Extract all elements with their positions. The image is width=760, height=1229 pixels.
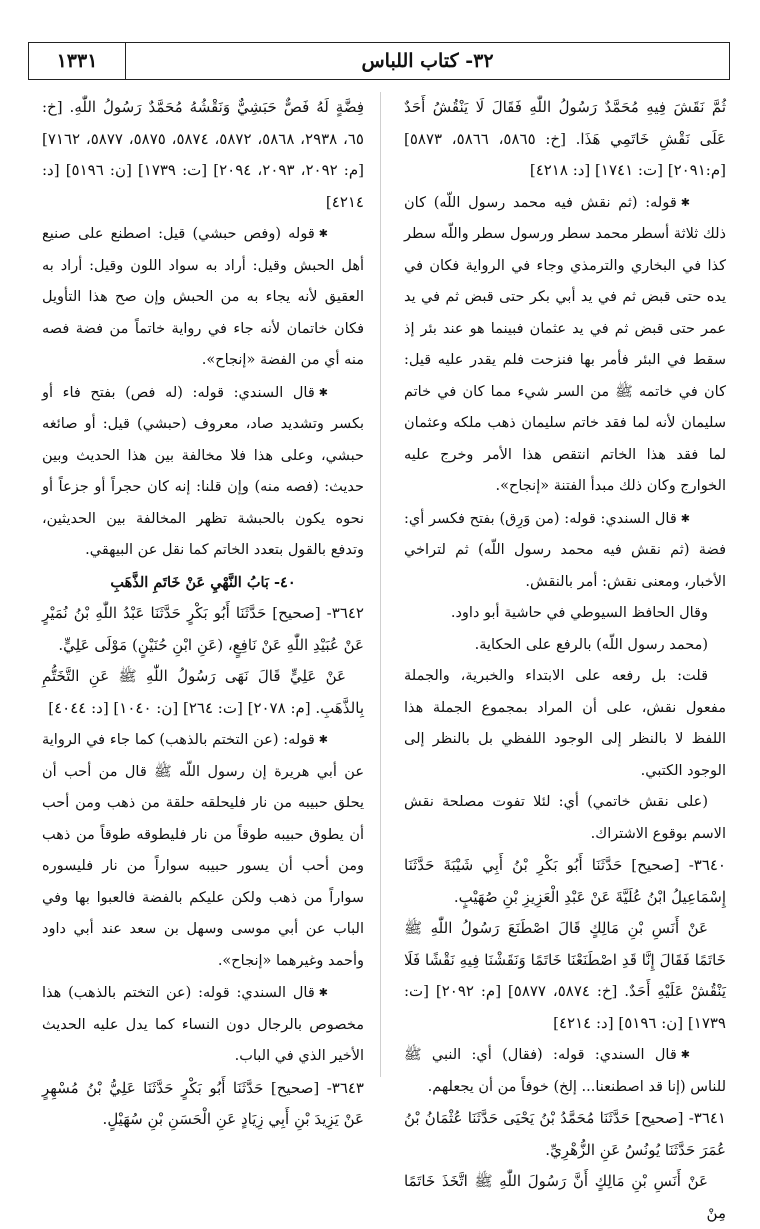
paragraph-text: قال السندي: قوله: (له فص) بفتح فاء أو بكسر وتشديد صاد، معروف (حبشي) قيل: أو صائغه حبشي، وعلى هذا فلا مخالفة بين هذا الحديث وبين حديث: (فصه منه) وإن قلنا: إنه كان حجراً أو جزعاً أو نحوه يكون بالحبشة تظهر المخالفة بين الحديثين، وتدفع بالقول بتعدد الخاتم كما نقل عن البيهقي. (42, 384, 364, 558)
paragraph-text: ثُمَّ نَقَشَ فِيهِ مُحَمَّدٌ رَسُولُ اللّٰهِ فَقَالَ لَا يَنْقُشُ أَحَدٌ عَلَى نَقْشِ خَاتَمِي هَذَا. [خ: ٥٨٦٥، ٥٨٦٦، ٥٨٧٣] [م:٢٠٩١] [ت: ١٧٤١] [د: ٤٢١٨] (404, 98, 726, 179)
hadith-paragraph (404, 850, 726, 913)
hadith-paragraph (42, 92, 364, 218)
paragraph-text: عَنْ أَنَسِ بْنِ مَالِكٍ أَنَّ رَسُولَ اللّٰهِ ﷺ اتَّخَذَ خَاتَمًا مِنْ (404, 1172, 726, 1222)
paragraph-text: (على نقش خاتمي) أي: لئلا تفوت مصلحة نقش الاسم بوقوع الاشتراك. (404, 794, 726, 842)
commentary-paragraph (42, 377, 364, 567)
commentary-paragraph (42, 218, 364, 377)
paragraph-text: قوله: (عن التختم بالذهب) كما جاء في الرواية عن أبي هريرة إن رسول اللّه ﷺ قال من أحب أن يحلق حبيبه من نار فليحلقه حلقة من ذهب ومن أحب أن يطوق حبيبه طوقاً من نار فليطوقه طوقاً من ذهب ومن أحب أن يسور حبيبه سواراً من نار فليسوره سواراً من ذهب ولكن عليكم بالفضة فالعبوا بها وفي الباب عن أبي موسى وسهل بن سعد عند أبي داود وأحمد وغيرهما «إنجاح». (42, 732, 364, 969)
paragraph-text: قوله (وفص حبشي) قيل: اصطنع على صنيع أهل الحبش وقيل: أراد به سواد اللون وقيل: أراد به العقيق لأنه يجاء به من الحبش وإن صح هذا التأويل فكان خاتمان لأنه جاء في رواية خاتماً من فضة فصه منه أي من الفضة «إنجاح». (42, 226, 364, 368)
hadith-paragraph (42, 661, 364, 724)
hadith-paragraph (42, 1073, 364, 1136)
commentary-paragraph (404, 187, 726, 503)
commentary-paragraph (404, 787, 726, 850)
commentary-paragraph (42, 977, 364, 1073)
asterisk-bullet-icon: ✱ (680, 1048, 690, 1061)
right-column (404, 92, 726, 1222)
asterisk-bullet-icon: ✱ (318, 227, 328, 240)
paragraph-text: ٣٦٤٢- [صحيح] حَدَّثَنَا أَبُو بَكْرٍ حَدَّثَنَا عَبْدُ اللّٰهِ بْنُ نُمَيْرٍ عَنْ عُبَيْدِ اللّٰهِ عَنْ نَافِعٍ، (عَنِ ابْنِ حُنَيْنٍ) مَوْلَى عَلِيٍّ. (42, 604, 364, 654)
hadith-paragraph (404, 1103, 726, 1166)
page-header (28, 42, 730, 80)
commentary-paragraph (404, 598, 726, 630)
paragraph-text: قوله: (ثم نقش فيه محمد رسول اللّه) كان ذلك ثلاثة أسطر محمد سطر ورسول سطر واللّه سطر كذا في البخاري والترمذي وجاء في الرواية فكان في يده حتى قبض ثم في يد أبي بكر حتى قبض ثم في يد عمر حتى قبض ثم في يد عثمان فبينما هو عند بئر إذ سقط في البئر فأمر بها فنزحت فلم يقدر عليه قيل: كان في خاتمه ﷺ من السر شيء مما كان في خاتم سليمان لأنه لما فقد خاتم سليمان ذهب ملكه وعثمان لما فقد هذا الخاتم انتقص هذا الأمر وخرج عليه الخوارج وكان ذلك مبدأ الفتنة «إنجاح». (404, 194, 726, 494)
commentary-paragraph (404, 661, 726, 787)
commentary-paragraph (404, 503, 726, 599)
paragraph-text: قال السندي: قوله: (من وَرِق) بفتح فكسر أي: فضة (ثم نقش فيه محمد رسول اللّه) ثم لتراخي الأخبار، ومعنى نقش: أمر بالنقش. (404, 510, 726, 590)
commentary-paragraph (42, 724, 364, 977)
paragraph-text: قال السندي: قوله: (عن التختم بالذهب) هذا مخصوص بالرجال دون النساء كما يدل عليه الحديث الأخير الذي في الباب. (42, 985, 364, 1064)
asterisk-bullet-icon: ✱ (680, 195, 690, 209)
paragraph-text: عَنْ عَلِيٍّ قَالَ نَهَى رَسُولُ اللّٰهِ ﷺ عَنِ التَّخَتُّمِ بِالذَّهَبِ. [م: ٢٠٧٨] [ت: ٢٦٤] [ن: ١٠٤٠] [د: ٤٠٤٤] (42, 667, 364, 717)
paragraph-text: (محمد رسول اللّه) بالرفع على الحكاية. (474, 636, 708, 653)
paragraph-text: ٤٠- بَابُ النَّهْيِ عَنْ خَاتَمِ الذَّهَبِ (110, 573, 296, 591)
commentary-paragraph (404, 1039, 726, 1103)
asterisk-bullet-icon: ✱ (318, 733, 328, 746)
paragraph-text: ٣٦٤٣- [صحيح] حَدَّثَنَا أَبُو بَكْرٍ حَدَّثَنَا عَلِيُّ بْنُ مُسْهِرٍ عَنْ يَزِيدَ بْنِ أَبِي زِيَادٍ عَنِ الْحَسَنِ بْنِ سُهَيْلٍ. (42, 1078, 364, 1128)
commentary-paragraph (404, 630, 726, 662)
chapter-heading (42, 567, 364, 599)
paragraph-text: قال السندي: قوله: (فقال) أي: النبي ﷺ للناس (إنا قد اصطنعنا... إلخ) خوفاً من أن يجعلهم. (404, 1047, 726, 1095)
paragraph-text: فِضَّةٍ لَهُ فَصٌّ حَبَشِيٌّ وَنَقْشُهُ مُحَمَّدٌ رَسُولُ اللّٰهِ. [خ: ٦٥، ٢٩٣٨، ٥٨٦٨، ٥٨٧٢، ٥٨٧٤، ٥٨٧٥، ٥٨٧٧، ٧١٦٢] [م: ٢٠٩٢، ٢٠٩٣، ٢٠٩٤] [ت: ١٧٣٩] [ن: ٥١٩٦] [د: ٤٢١٤] (42, 98, 364, 211)
paragraph-text: وقال الحافظ السيوطي في حاشية أبو داود. (450, 605, 708, 621)
paragraph-text: قلت: بل رفعه على الابتداء والخبرية، والجملة مفعول نقش، على أن المراد بمجموع الجملة هذا اللفظ لا بالنظر إلى الوجود اللفظي بل بالنظر إلى الوجود الكتبي. (404, 668, 726, 779)
left-column (42, 92, 364, 1128)
asterisk-bullet-icon: ✱ (318, 385, 328, 399)
column-divider (380, 92, 381, 1077)
asterisk-bullet-icon: ✱ (680, 511, 690, 525)
page-number: ١٣٣١ (29, 43, 126, 79)
paragraph-text: ٣٦٤١- [صحيح] حَدَّثَنَا مُحَمَّدُ بْنُ يَحْيَى حَدَّثَنَا عُثْمَانُ بْنُ عُمَرَ حَدَّثَنَا يُونُسُ عَنِ الزُّهْرِيِّ. (404, 1109, 726, 1159)
asterisk-bullet-icon: ✱ (318, 986, 328, 999)
hadith-paragraph (42, 598, 364, 661)
paragraph-text: ٣٦٤٠- [صحيح] حَدَّثَنَا أَبُو بَكْرِ بْنُ أَبِي شَيْبَةَ حَدَّثَنَا إِسْمَاعِيلُ ابْنُ عُلَيَّةَ عَنْ عَبْدِ الْعَزِيزِ بْنِ صُهَيْبٍ. (404, 856, 726, 906)
hadith-paragraph (404, 92, 726, 187)
hadith-paragraph (404, 913, 726, 1039)
paragraph-text: عَنْ أَنَسِ بْنِ مَالِكٍ قَالَ اصْطَنَعَ رَسُولُ اللّٰهِ ﷺ خَاتَمًا فَقَالَ إِنَّا قَدِ اصْطَنَعْنَا خَاتَمًا وَنَقَشْنَا فِيهِ نَقْشًا فَلَا يَنْقُشْ عَلَيْهِ أَحَدٌ. [خ: ٥٨٧٤، ٥٨٧٧] [م: ٢٠٩٢] [ت: ١٧٣٩] [ن: ٥١٩٦] [د: ٤٢١٤] (404, 919, 726, 1032)
book-title: ٣٢- كتاب اللباس (361, 50, 494, 72)
hadith-paragraph (404, 1166, 726, 1229)
